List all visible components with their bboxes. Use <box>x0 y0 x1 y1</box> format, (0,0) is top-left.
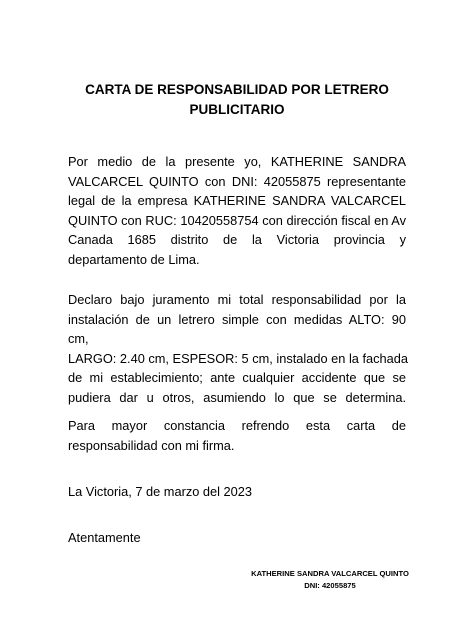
paragraph-line: VALCARCEL QUINTO con DNI: 42055875 representante <box>68 173 406 189</box>
paragraph-declaration <box>68 290 406 407</box>
title-line-1: CARTA DE RESPONSABILIDAD POR LETRERO <box>85 82 389 97</box>
paragraph-line: Por medio de la presente yo, KATHERINE SANDRA <box>68 154 406 169</box>
signature-dni: DNI: 42055875 <box>304 580 356 590</box>
letter-title <box>0 80 474 120</box>
signature-name: KATHERINE SANDRA VALCARCEL QUINTO <box>251 569 409 578</box>
paragraph-line: Para mayor constancia refrendo esta carta de <box>68 418 406 433</box>
paragraph-line: legal de la empresa KATHERINE SANDRA VALCARCEL <box>68 193 406 208</box>
paragraph-line: de mi establecimiento; ante cualquier accidente que se <box>68 370 406 385</box>
closing-salutation: Atentamente <box>68 530 141 545</box>
paragraph-line: responsabilidad con mi firma. <box>68 437 235 453</box>
paragraph-line: QUINTO con RUC: 10420558754 con dirección fiscal en Av <box>68 212 406 228</box>
paragraph-line: departamento de Lima. <box>68 251 200 267</box>
place-and-date: La Victoria, 7 de marzo del 2023 <box>68 484 253 499</box>
paragraph-line: Canada 1685 distrito de la Victoria provincia y <box>68 232 406 247</box>
paragraph-line: instalación de un letrero simple con medidas ALTO: 90 <box>68 311 406 327</box>
paragraph-line: Declaro bajo juramento mi total responsabilidad por la <box>68 292 406 307</box>
paragraph-intro <box>68 152 406 269</box>
paragraph-line: LARGO: 2.40 cm, ESPESOR: 5 cm, instalado en la fachada <box>68 350 408 366</box>
paragraph-line: pudiera dar u otros, asumiendo lo que se determina. <box>68 389 406 405</box>
title-line-2: PUBLICITARIO <box>189 102 285 117</box>
signature-block <box>240 568 420 591</box>
paragraph-line: cm, <box>68 331 89 346</box>
paragraph-endorsement <box>68 416 406 455</box>
